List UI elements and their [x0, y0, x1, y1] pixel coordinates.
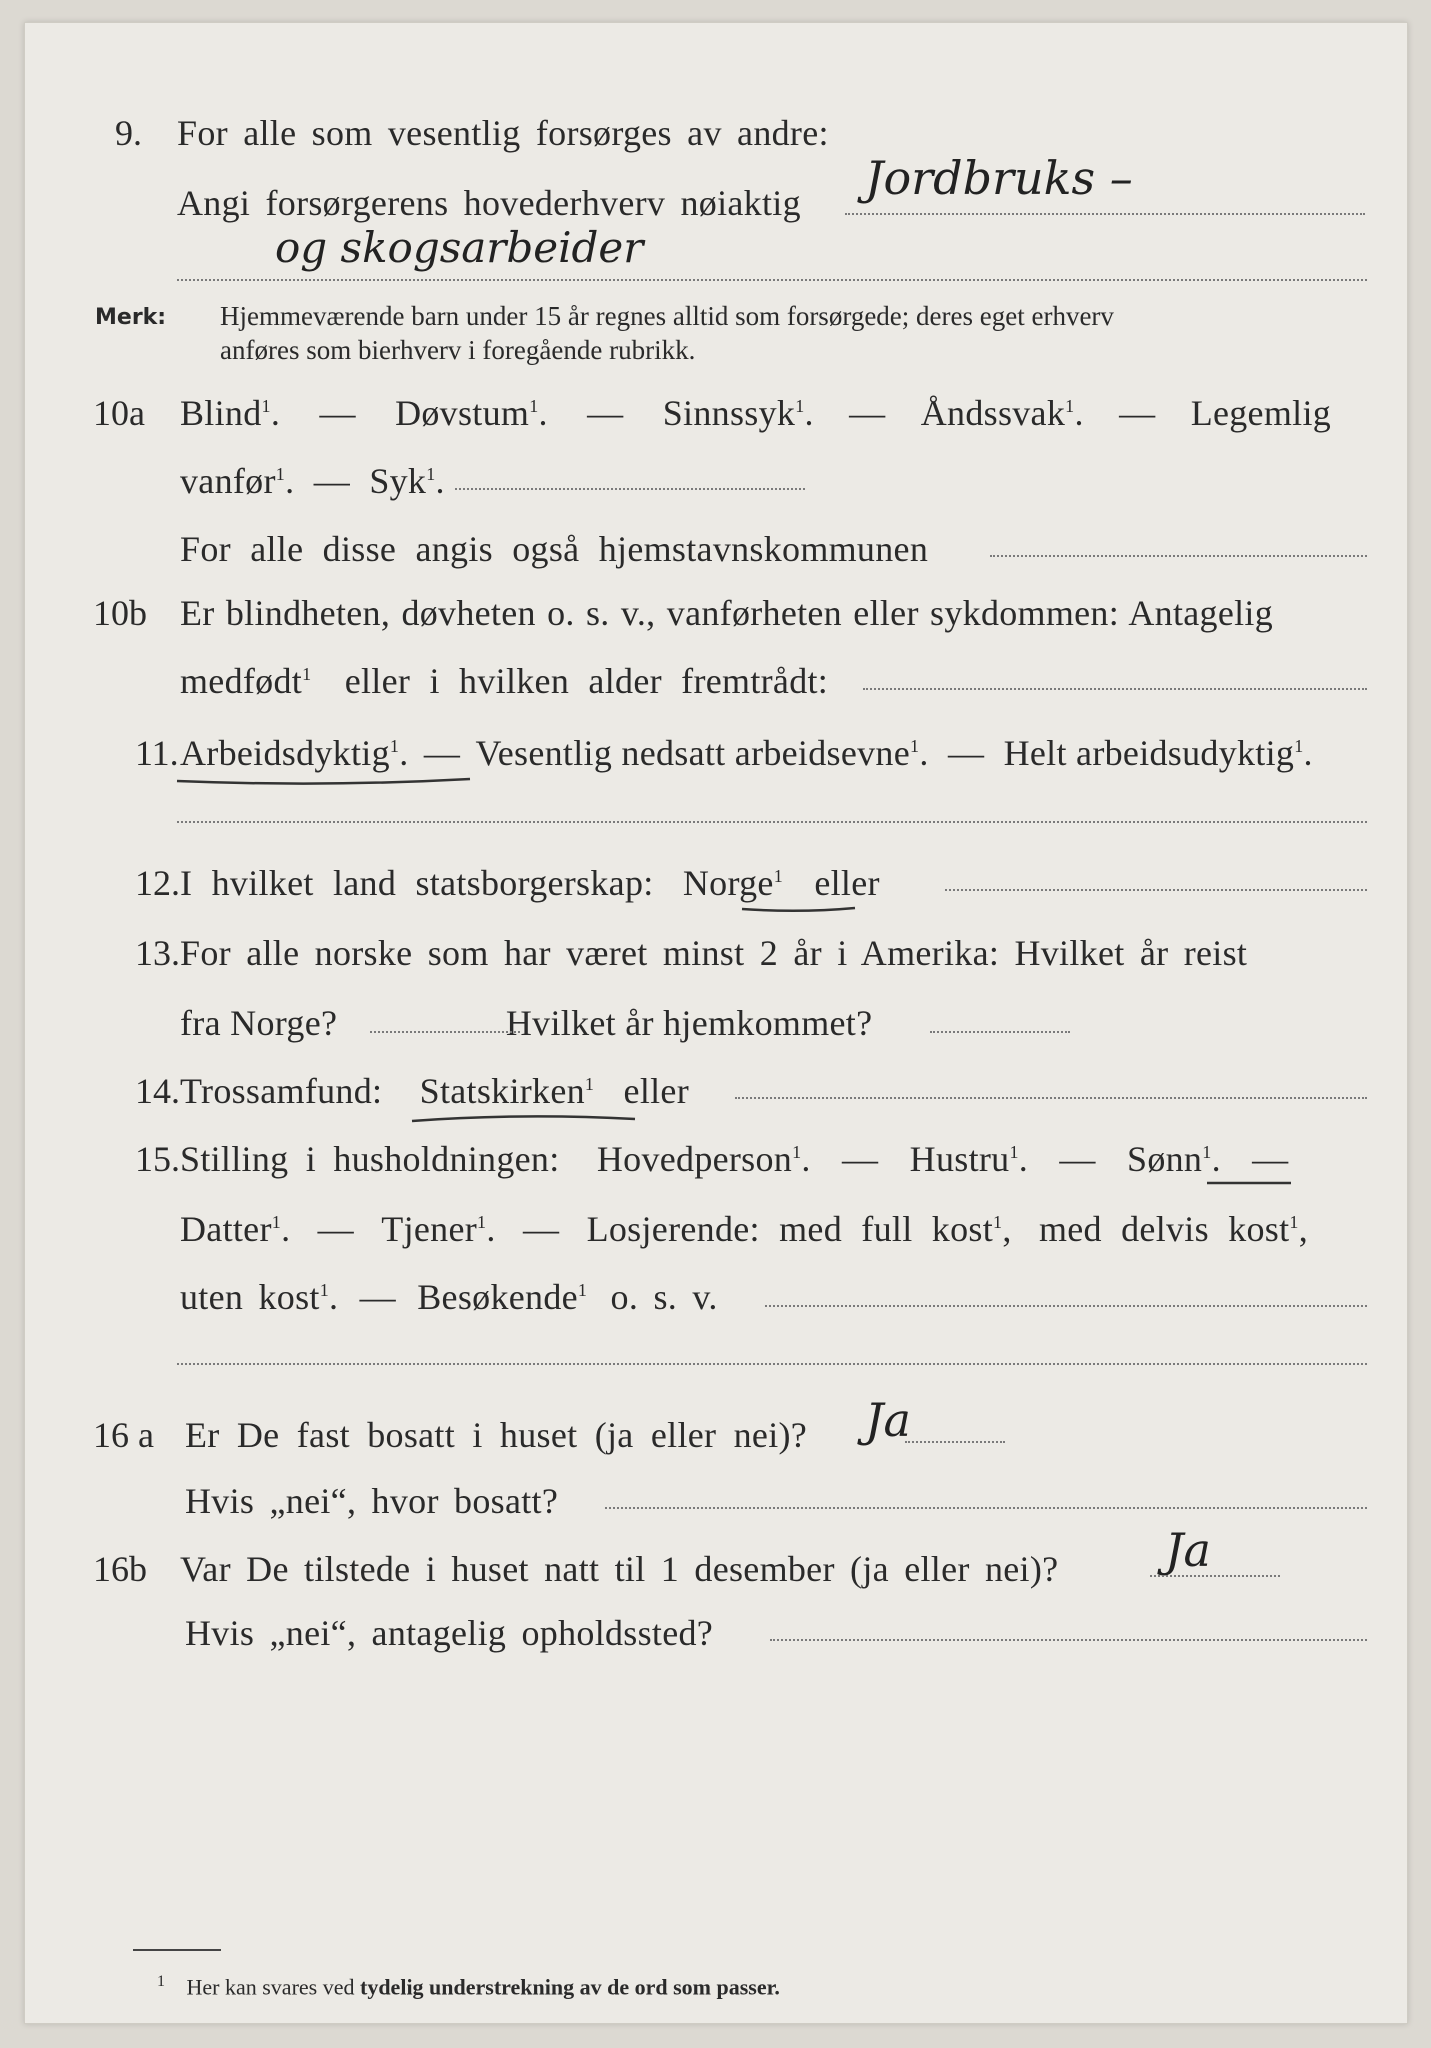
q15-losjerende: Losjerende: med full kost — [586, 1209, 994, 1249]
q13-hjemkommet: Hvilket år hjemkommet? — [505, 1003, 873, 1043]
q16a-handwritten-answer: Ja — [865, 1393, 911, 1447]
q13-number: 13. — [135, 933, 180, 973]
q15-hovedperson: Hovedperson — [596, 1139, 793, 1179]
q11-number: 11. — [135, 733, 179, 773]
q10a-line2: vanfør$^1$. — Syk$^1$. — [180, 461, 445, 501]
q15-osv: o. s. v. — [610, 1277, 718, 1317]
merk-label: Merk: — [95, 305, 167, 330]
q13-reist-answer-line — [370, 1031, 520, 1033]
q10b-line1: Er blindheten, døvheten o. s. v., vanførheten eller sykdommen: Antagelig — [180, 593, 1274, 633]
q14-handwritten-underline — [410, 1111, 640, 1133]
q10a-line1: Blind$^1$. — Døvstum$^1$. — Sinnssyk$^1$. — Åndssvak$^1$. — Legemlig — [180, 393, 1332, 433]
q10b-number: 10b — [93, 593, 147, 633]
q15-hustru: Hustru — [909, 1139, 1010, 1179]
q10a-syk-answer-line — [455, 488, 805, 490]
q16a-line1: Er De fast bosatt i huset (ja eller nei)? — [185, 1415, 808, 1455]
q16b-handwritten-answer: Ja — [1165, 1523, 1211, 1577]
q15-handwritten-underline — [1205, 1178, 1295, 1190]
q15-besokende: Besøkende — [417, 1277, 578, 1317]
q13-line2 — [180, 1005, 872, 1041]
q12-eller: eller — [814, 863, 880, 903]
q10a-sinnssyk: Sinnssyk — [662, 393, 796, 433]
q16b-answer-line2 — [770, 1639, 1367, 1641]
q9-answer-line1 — [845, 213, 1365, 215]
q16b-number: 16b — [93, 1549, 147, 1589]
q14-label: Trossamfund: — [180, 1071, 383, 1111]
q16b-answer-line1 — [1150, 1575, 1280, 1577]
q15-line2: Datter$^1$. — Tjener$^1$. — Losjerende: med full kost$^1$, med delvis kost$^1$, — [180, 1209, 1309, 1249]
q11-nedsatt: Vesentlig nedsatt arbeidsevne — [475, 733, 911, 773]
q15-number: 15. — [135, 1139, 180, 1179]
q12-text: I hvilket land statsborgerskap: — [180, 863, 654, 903]
q16a-line2: Hvis „nei“, hvor bosatt? — [185, 1481, 559, 1521]
q10a-hjemstavn-answer-line — [990, 555, 1367, 557]
q9-line1: For alle som vesentlig forsørges av andre: — [177, 113, 829, 153]
q10a-vanfor: vanfør — [180, 461, 276, 501]
q15-delvis-kost: med delvis kost — [1038, 1209, 1290, 1249]
q11-arbeidsdyktig: Arbeidsdyktig — [180, 733, 390, 773]
q14-eller: eller — [623, 1071, 689, 1111]
census-form-page — [24, 22, 1408, 2024]
q13-hjemkommet-answer-line — [930, 1031, 1070, 1033]
q10b-medfodt: medfødt — [180, 661, 303, 701]
q15-tjener: Tjener — [381, 1209, 478, 1249]
q13-fra-norge: fra Norge? — [180, 1003, 338, 1043]
q15-uten-kost: uten kost — [180, 1277, 320, 1317]
q10a-line3: For alle disse angis også hjemstavnskommunen — [180, 529, 929, 569]
q11-line: Arbeidsdyktig$^1$. — Vesentlig nedsatt arbeidsevne$^1$. — Helt arbeidsudyktig$^1$. — [180, 733, 1313, 773]
q14-number: 14. — [135, 1071, 180, 1111]
q10a-syk: Syk — [369, 461, 427, 501]
q10a-dovstum: Døvstum — [395, 393, 530, 433]
q14-statskirken: Statskirken — [419, 1071, 585, 1111]
q15-datter: Datter — [180, 1209, 272, 1249]
footnote-text-plain: Her kan svares ved — [186, 1974, 355, 2000]
q10a-andssvak: Åndssvak — [920, 393, 1066, 433]
q16a-answer-line1 — [905, 1441, 1005, 1443]
q12-line: I hvilket land statsborgerskap: Norge$^1$ eller — [180, 863, 880, 903]
q16b-line1: Var De tilstede i huset natt til 1 desember (ja eller nei)? — [180, 1549, 1059, 1589]
q9-answer-line2 — [177, 279, 1367, 281]
q9-handwritten-answer2: og skogsarbeider — [275, 223, 644, 272]
q10a-number: 10a — [93, 393, 145, 433]
q9-handwritten-answer1: Jordbruks – — [865, 151, 1133, 205]
q9-number: 9. — [115, 113, 142, 153]
q11-handwritten-underline — [175, 773, 475, 793]
footnote-rule — [133, 1949, 221, 1951]
q12-answer-line — [945, 889, 1367, 891]
q14-line: Trossamfund: Statskirken$^1$ eller — [180, 1071, 689, 1111]
q15-sonn: Sønn — [1127, 1139, 1203, 1179]
q15-line3: uten kost$^1$. — Besøkende$^1$ o. s. v. — [180, 1277, 718, 1317]
q14-answer-line — [735, 1097, 1367, 1099]
q11-answer-line — [177, 821, 1367, 823]
merk-line2: anføres som bierhverv i foregående rubrikk. — [220, 335, 696, 365]
merk-line1: Hjemmeværende barn under 15 år regnes alltid som forsørgede; deres eget erhverv — [220, 301, 1114, 331]
q10a-blind: Blind — [180, 393, 262, 433]
footnote-text-bold: tydelig understrekning av de ord som passer. — [360, 1974, 780, 2000]
footnote-mark: 1 — [157, 1973, 165, 1990]
q11-udyktig: Helt arbeidsudyktig — [1003, 733, 1295, 773]
q10b-line2: medfødt$^1$ eller i hvilken alder fremtrådt: — [180, 661, 829, 701]
q12-norge: Norge — [682, 863, 774, 903]
q15-answer-line1 — [765, 1305, 1367, 1307]
q13-line1: For alle norske som har været minst 2 år i Amerika: Hvilket år reist — [180, 933, 1248, 973]
q10b-answer-line — [863, 688, 1367, 690]
q12-handwritten-underline — [740, 903, 860, 919]
q16b-line2: Hvis „nei“, antagelig opholdssted? — [185, 1613, 714, 1653]
q15-label: Stilling i husholdningen: — [180, 1139, 560, 1179]
q15-answer-line2 — [177, 1363, 1367, 1365]
q16a-answer-line2 — [605, 1507, 1367, 1509]
q12-number: 12. — [135, 863, 180, 903]
q15-line1: Stilling i husholdningen: Hovedperson$^1$. — Hustru$^1$. — Sønn$^1$. — — [180, 1139, 1289, 1179]
q16a-number: 16 a — [93, 1415, 154, 1455]
q10b-line2-rest: eller i hvilken alder fremtrådt: — [344, 661, 829, 701]
footnote — [157, 1973, 780, 2000]
q9-line2: Angi forsørgerens hovederhverv nøiaktig — [177, 183, 801, 223]
q10a-legemlig: Legemlig — [1190, 393, 1332, 433]
